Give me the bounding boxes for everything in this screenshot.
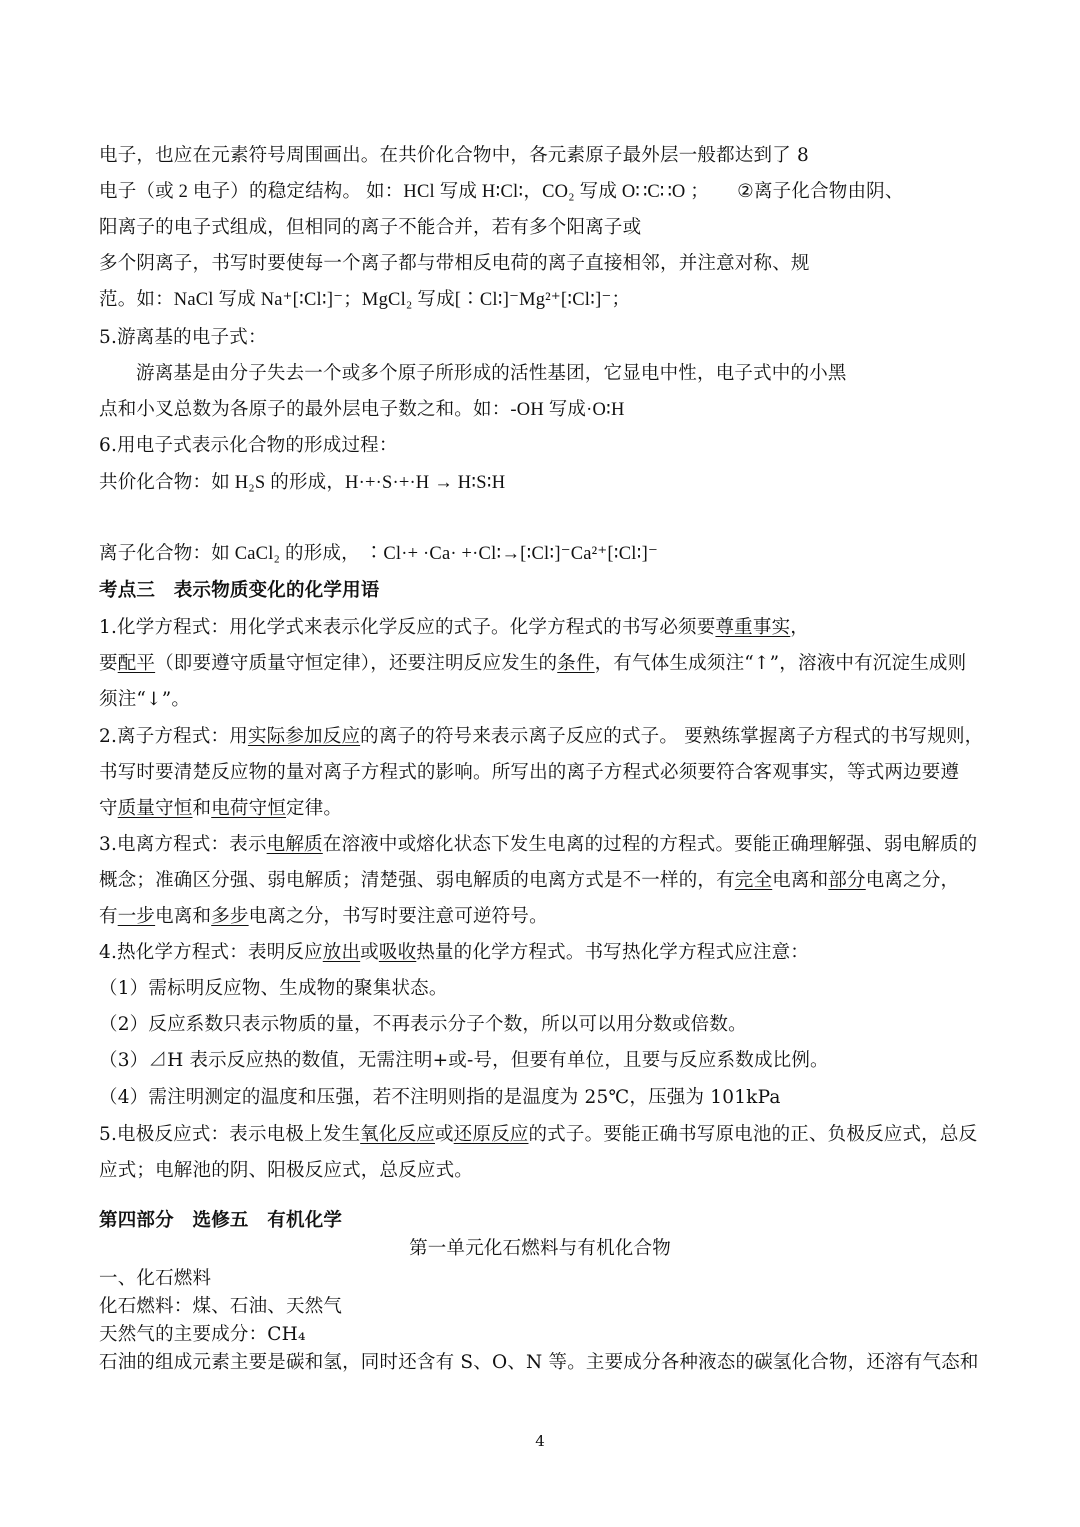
paragraph-line: 须注“↓”。	[99, 689, 191, 710]
unit-title: 第一单元化石燃料与有机化合物	[409, 1238, 671, 1259]
text-line: 共价化合物：如 H₂S 的形成，H·+·S·+·H → H∶S∶H	[99, 473, 506, 493]
paragraph-line: 5.电极反应式：表示电极上发生氧化反应或还原反应的式子。要能正确书写原电池的正、负极反应式，总反	[99, 1124, 978, 1145]
underlined-term: 完全	[734, 870, 773, 891]
page-number: 4	[535, 1432, 545, 1450]
paragraph-line: 守质量守恒和电荷守恒定律。	[99, 798, 343, 819]
underlined-term: 尊重事实	[715, 617, 791, 638]
paragraph-line: 4.热化学方程式：表明反应放出或吸收热量的化学方程式。书写热化学方程式应注意：	[99, 942, 809, 963]
underlined-term: 实际参加反应	[247, 726, 361, 747]
text-line: 天然气的主要成分：CH₄	[99, 1324, 306, 1345]
underlined-term: 电解质	[266, 834, 323, 855]
paragraph-line: 应式；电解池的阴、阳极反应式，总反应式。	[99, 1160, 474, 1181]
underlined-term: 放出	[322, 942, 361, 963]
paragraph-line: 要配平（即要遵守质量守恒定律），还要注明反应发生的条件，有气体生成须注“↑”，溶液中有沉淀生成则	[99, 653, 967, 674]
paragraph-line: 概念；准确区分强、弱电解质；清楚强、弱电解质的电离方式是不一样的，有完全电离和部分电离之分，	[99, 870, 960, 891]
paragraph-line: 2.离子方程式：用实际参加反应的离子的符号来表示离子反应的式子。 要熟练掌握离子方程式的书写规则，	[99, 726, 984, 747]
text-line: 电子，也应在元素符号周围画出。在共价化合物中，各元素原子最外层一般都达到了 8	[99, 145, 809, 166]
text-line: 阳离子的电子式组成，但相同的离子不能合并，若有多个阳离子或	[99, 217, 642, 238]
paragraph-line: 1.化学方程式：用化学式来表示化学反应的式子。化学方程式的书写必须要尊重事实，	[99, 617, 809, 638]
list-item: （1）需标明反应物、生成物的聚集状态。	[99, 978, 448, 999]
paragraph-line: 3.电离方程式：表示电解质在溶液中或熔化状态下发生电离的过程的方程式。要能正确理解强、弱电解质的	[99, 834, 978, 855]
underlined-term: 吸收	[378, 942, 417, 963]
underlined-term: 多步	[211, 906, 249, 927]
underlined-term: 还原反应	[453, 1124, 529, 1145]
list-item: （2）反应系数只表示物质的量，不再表示分子个数，所以可以用分数或倍数。	[99, 1014, 747, 1035]
list-item: （4）需注明测定的温度和压强，若不注明则指的是温度为 25℃，压强为 101kPa	[99, 1087, 781, 1108]
text-line: 石油的组成元素主要是碳和氢，同时还含有 S、O、N 等。主要成分各种液态的碳氢化合物，还溶有气态和	[99, 1352, 979, 1373]
subheading: 5.游离基的电子式：	[99, 327, 267, 348]
text-line: 离子化合物：如 CaCl₂ 的形成， ∶Cl·+ ·Ca· +·Cl∶→[∶Cl∶]⁻Ca²⁺[∶Cl∶]⁻	[99, 544, 658, 564]
text-line: 化石燃料：煤、石油、天然气	[99, 1296, 343, 1317]
underlined-term: 配平	[117, 653, 156, 674]
subheading: 6.用电子式表示化合物的形成过程：	[99, 435, 398, 456]
underlined-term: 条件	[557, 653, 595, 674]
underlined-term: 一步	[117, 906, 156, 927]
paragraph-line: 书写时要清楚反应物的量对离子方程式的影响。所写出的离子方程式必须要符合客观事实，等式两边要遵	[99, 762, 960, 783]
text-line: 点和小叉总数为各原子的最外层电子数之和。如：-OH 写成·O∶H	[99, 400, 625, 420]
underlined-term: 电荷守恒	[211, 798, 287, 819]
text-line: 多个阴离子，书写时要使每一个离子都与带相反电荷的离子直接相邻，并注意对称、规	[99, 253, 810, 274]
subheading: 一、化石燃料	[99, 1268, 212, 1289]
underlined-term: 部分	[828, 870, 866, 891]
text-line: 范。如：NaCl 写成 Na⁺[∶Cl∶]⁻；MgCl₂ 写成[∶Cl∶]⁻Mg²⁺[∶Cl∶]⁻；	[99, 290, 631, 310]
section-heading: 考点三 表示物质变化的化学用语	[99, 580, 380, 601]
list-item: （3）⊿H 表示反应热的数值，无需注明+或-号，但要有单位，且要与反应系数成比例。	[99, 1050, 829, 1071]
paragraph-line: 有一步电离和多步电离之分，书写时要注意可逆符号。	[99, 906, 548, 927]
text-line: 电子（或 2 电子）的稳定结构。 如：HCl 写成 H∶Cl∶，CO₂ 写成 O∷C∷O ； ②离子化合物由阴、	[99, 182, 904, 202]
underlined-term: 氧化反应	[360, 1124, 435, 1145]
text-line: 游离基是由分子失去一个或多个原子所形成的活性基团，它显电中性，电子式中的小黑	[136, 363, 847, 384]
part-heading: 第四部分 选修五 有机化学	[99, 1210, 343, 1231]
underlined-term: 质量守恒	[117, 798, 193, 819]
